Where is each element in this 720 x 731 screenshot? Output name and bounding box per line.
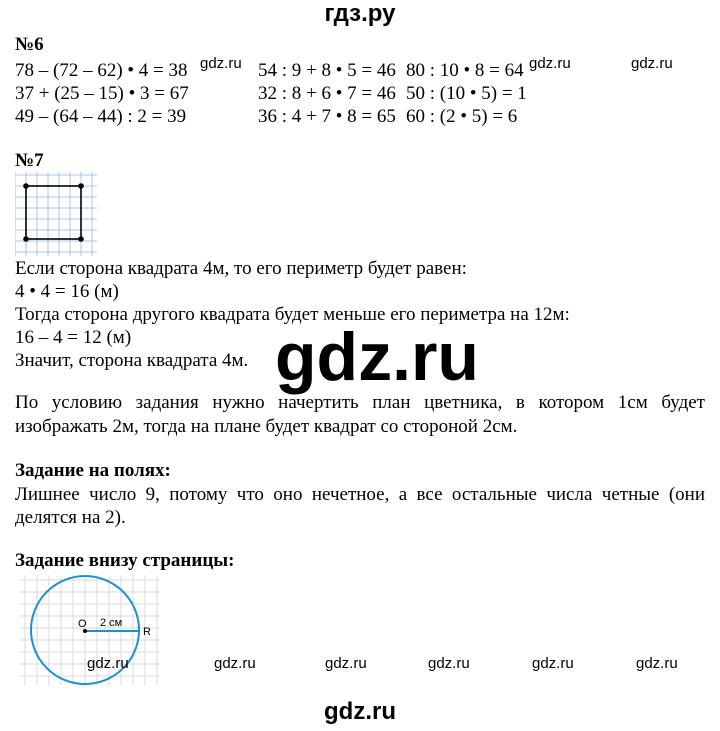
margin-task-line: Лишнее число 9, потому что оно нечетное, а все остальные числа четные (они: [15, 484, 705, 505]
plan-paragraph-line: изображать 2м, тогда на плане будет квадрат со стороной 2см.: [15, 416, 518, 437]
watermark: gdz.ru: [200, 55, 242, 72]
watermark: gdz.ru: [428, 655, 470, 672]
watermark: gdz.ru: [325, 655, 367, 672]
task6-title: №6: [15, 34, 44, 55]
watermark: gdz.ru: [87, 655, 129, 672]
margin-task-title: Задание на полях:: [15, 460, 171, 481]
task7-title: №7: [15, 150, 44, 171]
task6-expr: 37 + (25 – 15) • 3 = 67: [15, 83, 189, 104]
plan-paragraph-line: По условию задания нужно начертить план цветника, в котором 1см будет: [15, 392, 705, 413]
task6-expr: 54 : 9 + 8 • 5 = 46: [258, 60, 396, 81]
grid-square-drawing: [15, 172, 97, 256]
watermark: gdz.ru: [631, 55, 673, 72]
site-header: гдз.ру: [324, 0, 396, 27]
task6-expr: 60 : (2 • 5) = 6: [406, 106, 518, 127]
watermark: gdz.ru: [529, 55, 571, 72]
solution-line: Если сторона квадрата 4м, то его периметр будет равен:: [15, 258, 467, 279]
task6-expr: 50 : (10 • 5) = 1: [406, 83, 527, 104]
task6-expr: 36 : 4 + 7 • 8 = 65: [258, 106, 396, 127]
bottom-task-title: Задание внизу страницы:: [15, 550, 235, 571]
solution-line: Тогда сторона другого квадрата будет меньше его периметра на 12м:: [15, 304, 570, 325]
task6-expr: 80 : 10 • 8 = 64: [406, 60, 524, 81]
watermark: gdz.ru: [214, 655, 256, 672]
margin-task-line: делятся на 2).: [15, 507, 126, 528]
watermark: gdz.ru: [532, 655, 574, 672]
task6-expr: 78 – (72 – 62) • 4 = 38: [15, 60, 188, 81]
solution-line: 16 – 4 = 12 (м): [15, 327, 132, 348]
watermark-large: gdz.ru: [275, 319, 479, 395]
square-shape: [26, 186, 81, 239]
watermark: gdz.ru: [636, 655, 678, 672]
task6-expr: 32 : 8 + 6 • 7 = 46: [258, 83, 396, 104]
site-footer: gdz.ru: [324, 698, 396, 725]
center-label: O: [78, 618, 87, 630]
solution-line: 4 • 4 = 16 (м): [15, 281, 119, 302]
solution-line: Значит, сторона квадрата 4м.: [15, 350, 249, 371]
task6-expr: 49 – (64 – 44) : 2 = 39: [15, 106, 187, 127]
r-label: R: [143, 626, 151, 638]
radius-label: 2 см: [100, 617, 123, 629]
